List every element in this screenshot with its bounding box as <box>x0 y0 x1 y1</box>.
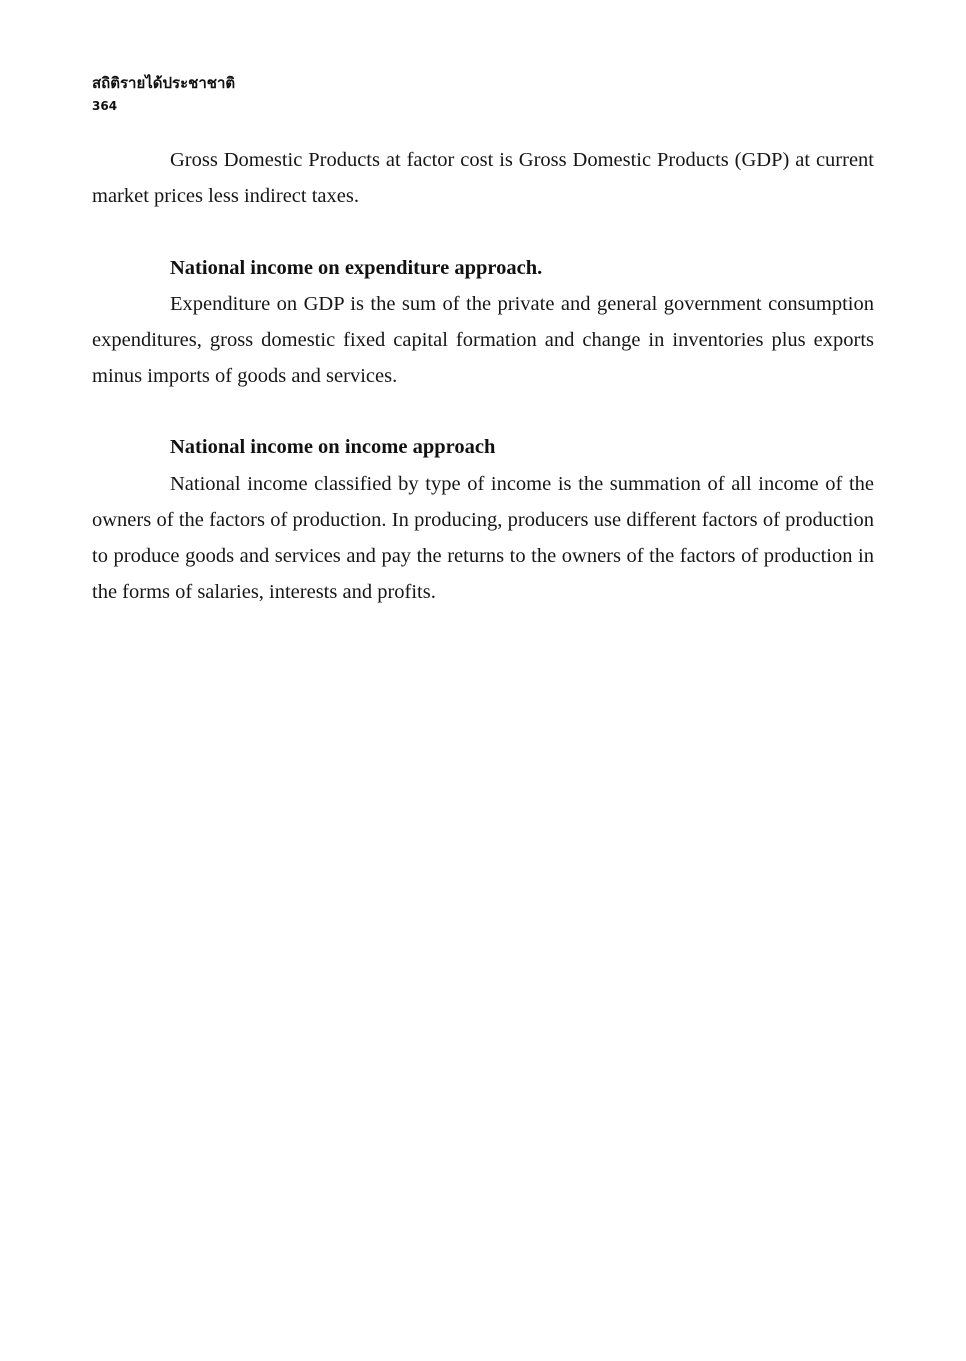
paragraph-text: National income classified by type of income is the summation of all income of the owners of the factors of production. In producing, producers use different factors of production to produce goods and services and pay the returns to the owners of the factors of production in the forms of salaries, interests and profits. <box>92 473 874 603</box>
paragraph-expenditure-approach <box>92 286 874 394</box>
paragraph-text: Expenditure on GDP is the sum of the private and general government consumption expenditures, gross domestic fixed capital formation and change in inventories plus exports minus imports of goods and services. <box>92 293 874 387</box>
running-header-title: สถิติรายได้ประชาชาติ <box>92 74 236 92</box>
paragraph-gdp-factor-cost <box>92 142 874 214</box>
paragraph-text: Gross Domestic Products at factor cost is Gross Domestic Products (GDP) at current market prices less indirect taxes. <box>92 149 874 207</box>
heading-income-approach: National income on income approach <box>170 436 496 458</box>
page-number: 364 <box>92 99 118 113</box>
paragraph-income-approach <box>92 466 874 610</box>
heading-expenditure-approach: National income on expenditure approach. <box>170 257 543 279</box>
